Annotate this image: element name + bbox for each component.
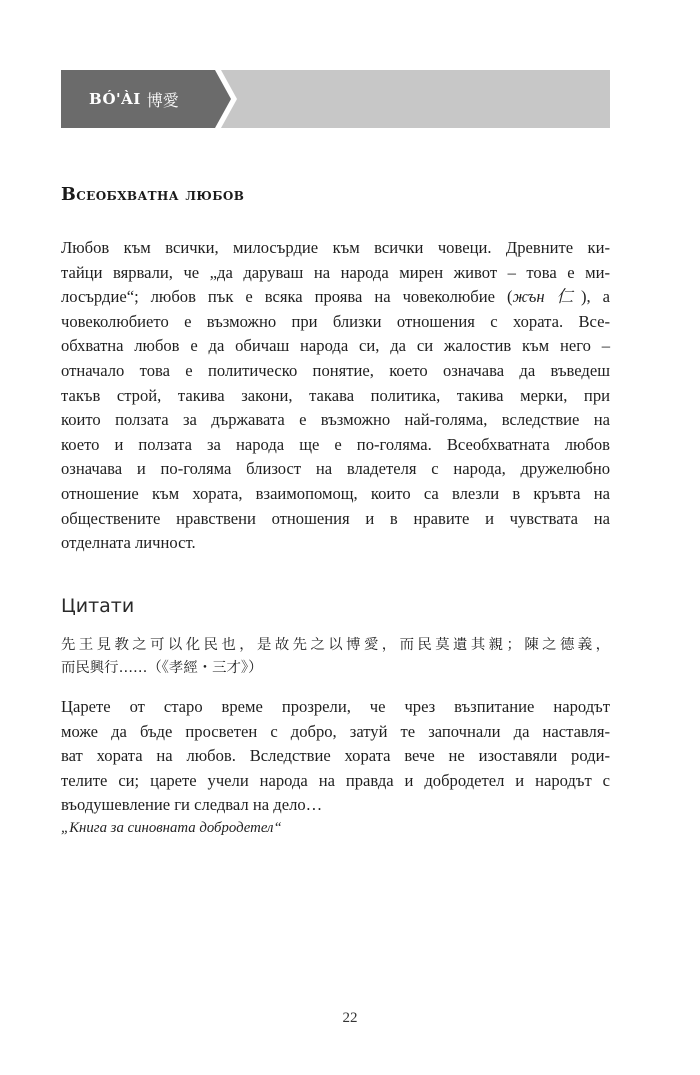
paragraph-line: отначало това е политическо понятие, което означава да въведеш <box>61 360 610 380</box>
paragraph-line-part: лосърдие“; любов пък е всяка проява на човеколюбие ( <box>61 287 513 307</box>
header-term <box>89 84 179 114</box>
paragraph-line: което и ползата за народа ще е по-голяма. Всеобхватната любов <box>61 434 610 454</box>
paragraph-line: обхватна любов е да обичаш народа си, да си жалостив към него – <box>61 336 610 356</box>
section-title: Всеобхватна любов <box>61 185 245 205</box>
paragraph-line: тайци вярвали, че „да даруваш на народа мирен живот – това е ми- <box>61 262 610 282</box>
paragraph-line-part: ), а <box>580 287 610 307</box>
chinese-quote <box>61 634 610 680</box>
paragraph-line: Любов към всички, милосърдие към всички човеци. Древните ки- <box>61 238 610 257</box>
paragraph-line: отделната личност. <box>61 533 196 553</box>
term-zhen: жън 仁 <box>512 287 581 307</box>
page-number: 22 <box>342 1010 358 1026</box>
term-pinyin: BÓ'ÀI <box>89 90 141 108</box>
paragraph-line: означава и по-голяма близост на владетеля с народа, дружелюбно <box>61 459 610 479</box>
quotes-heading: Цитати <box>61 595 135 617</box>
paragraph-line: отношение към хората, взаимопомощ, които са влезли в кръвта на <box>61 483 610 503</box>
translation-line: телите си; царете учели народа на правда и добродетел и народът с <box>61 770 610 790</box>
translation-line: въодушевление ги следвал на дело… <box>61 795 323 815</box>
paragraph-line: такъв строй, такива закони, такава политика, такива мерки, при <box>61 385 610 405</box>
intro-paragraph <box>61 236 610 556</box>
paragraph-line: които ползата за държавата е възможно най-голяма, вследствие на <box>61 410 610 430</box>
translation-line: Царете от старо време прозрели, че чрез възпитание народът <box>61 697 610 716</box>
chapter-header-band <box>61 70 610 128</box>
quote-translation <box>61 695 610 818</box>
translation-line: ват хората на любов. Вследствие хората вече не изоставяли роди- <box>61 746 610 766</box>
quote-source: „Книга за синовната добродетел“ <box>61 820 282 836</box>
chinese-quote-line: 先王見教之可以化民也，是故先之以博愛，而民莫遺其親；陳之德義， <box>61 637 610 653</box>
chinese-quote-line: 而民興行……（《孝經・三才》） <box>61 660 263 676</box>
translation-line: може да бъде просветен с добро, затуй те започнали да наставля- <box>61 721 610 741</box>
paragraph-line: обществените нравствени отношения и в нравите и чувствата на <box>61 508 610 528</box>
term-hanzi: 博愛 <box>146 90 179 110</box>
paragraph-line: човеколюбието е възможно при близки отношения с хората. Все- <box>61 311 610 331</box>
paragraph-line <box>61 285 610 310</box>
